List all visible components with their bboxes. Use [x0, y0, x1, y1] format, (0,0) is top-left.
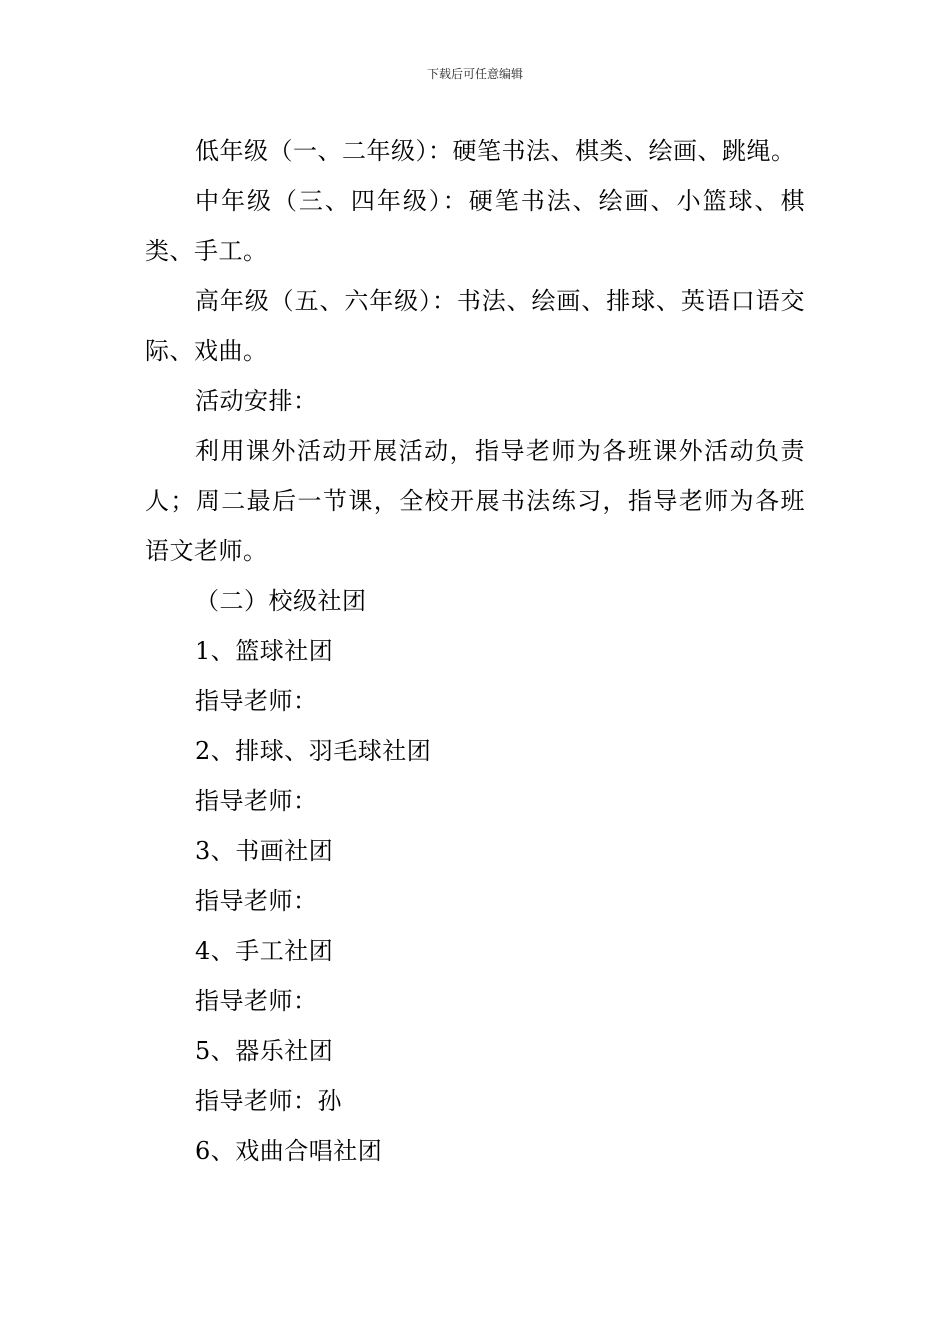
club-instrumental-music-teacher: 指导老师：孙 — [195, 1087, 342, 1115]
paragraph-middle-grades: 中年级（三、四年级）：硬笔书法、绘画、小篮球、棋类、手工。 — [145, 187, 805, 265]
document-body — [145, 126, 805, 1176]
club-opera-chorus: 6、戏曲合唱社团 — [195, 1137, 383, 1165]
paragraph-upper-grades: 高年级（五、六年级）：书法、绘画、排球、英语口语交际、戏曲。 — [145, 287, 805, 365]
club-basketball: 1、篮球社团 — [195, 637, 334, 665]
paragraph-lower-grades: 低年级（一、二年级）：硬笔书法、棋类、绘画、跳绳。 — [195, 137, 796, 165]
page-header: 下载后可任意编辑 — [426, 67, 523, 81]
section-heading-school-clubs: （二）校级社团 — [195, 587, 367, 615]
club-instrumental-music: 5、器乐社团 — [195, 1037, 334, 1065]
paragraph-activity-details: 利用课外活动开展活动，指导老师为各班课外活动负责人；周二最后一节课，全校开展书法练习，指导老师为各班语文老师。 — [145, 437, 805, 565]
club-calligraphy-painting-teacher: 指导老师： — [195, 887, 318, 915]
paragraph-activity-arrangement: 活动安排： — [195, 387, 318, 415]
club-handcraft-teacher: 指导老师： — [195, 987, 318, 1015]
club-calligraphy-painting: 3、书画社团 — [195, 837, 334, 865]
club-volleyball-badminton-teacher: 指导老师： — [195, 787, 318, 815]
club-handcraft: 4、手工社团 — [195, 937, 334, 965]
club-basketball-teacher: 指导老师： — [195, 687, 318, 715]
club-volleyball-badminton: 2、排球、羽毛球社团 — [195, 737, 432, 765]
